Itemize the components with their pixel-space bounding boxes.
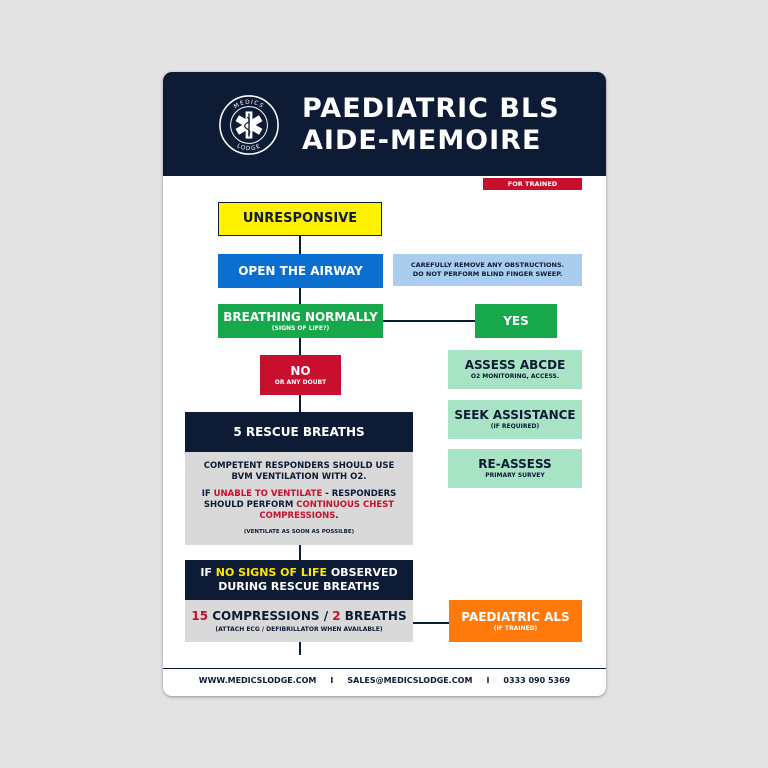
unable-to-ventilate: UNABLE TO VENTILATE	[213, 489, 323, 499]
paediatric-als-box	[449, 600, 582, 642]
assess-abcde-box	[448, 350, 582, 389]
ventilate-note: (VENTILATE AS SOON AS POSSILBE)	[243, 529, 355, 535]
footer-phone: 0333 090 5369	[503, 675, 571, 685]
aide-memoire-card	[163, 72, 606, 696]
header	[163, 72, 606, 176]
logo-top-text: MEDICS	[233, 99, 265, 111]
title-line-2: AIDE-MEMOIRE	[302, 125, 542, 156]
no-signs-of-life-box	[185, 560, 413, 600]
breathing-sub: (SIGNS OF LIFE?)	[271, 324, 330, 332]
unable-prefix: IF	[201, 489, 214, 499]
nosigns-line-2: DURING RESCUE BREATHS	[218, 580, 380, 593]
footer	[163, 670, 606, 690]
assess-label: ASSESS ABCDE	[464, 358, 566, 372]
breathing-label: BREATHING NORMALLY	[223, 309, 378, 324]
competent-line-1: COMPETENT RESPONDERS SHOULD USE	[203, 461, 395, 471]
footer-separator: I	[330, 675, 334, 685]
svg-text:LODGE	[236, 143, 263, 152]
compressions-dot: .	[335, 511, 339, 521]
seek-sub: (IF REQUIRED)	[490, 423, 540, 430]
reassess-sub: PRIMARY SURVEY	[485, 472, 545, 479]
assess-sub: O2 MONITORING, ACCESS.	[470, 373, 560, 380]
footer-divider	[163, 668, 606, 669]
seek-label: SEEK ASSISTANCE	[454, 408, 576, 422]
cpr-breath-count: 2	[332, 608, 341, 623]
connector-als	[413, 622, 449, 624]
footer-email[interactable]: SALES@MEDICSLODGE.COM	[347, 675, 473, 685]
als-label: PAEDIATRIC ALS	[461, 609, 570, 624]
open-airway-box	[218, 254, 383, 288]
reassess-label: RE-ASSESS	[478, 457, 552, 471]
cpr-compressions-text: COMPRESSIONS /	[208, 608, 333, 623]
continuous-chest: CONTINUOUS CHEST	[296, 500, 395, 510]
breathing-normally-box	[218, 304, 383, 338]
cpr-sub: (ATTACH ECG / DEFIBRILLATOR WHEN AVAILABLE)	[215, 625, 383, 633]
svg-text:MEDICS	[233, 100, 265, 111]
als-sub: (IF TRAINED)	[493, 624, 538, 632]
star-of-life-icon	[218, 94, 280, 156]
no-box	[260, 355, 341, 395]
connector-yes	[383, 320, 475, 322]
footer-separator: I	[486, 675, 490, 685]
ventilation-info-panel	[185, 452, 413, 545]
no-label: NO	[290, 363, 311, 378]
logo-bottom-text: LODGE	[235, 143, 263, 153]
reassess-box	[448, 449, 582, 488]
rescue-breaths-box	[185, 412, 413, 452]
nosigns-suffix: OBSERVED	[327, 566, 398, 579]
rescue-label: 5 RESCUE BREATHS	[233, 425, 365, 439]
audience-tag: FOR TRAINED RESPONDERS	[483, 178, 582, 190]
unresponsive-label: UNRESPONSIVE	[242, 211, 358, 226]
obstruction-line-2: DO NOT PERFORM BLIND FINGER SWEEP.	[412, 270, 563, 278]
obstruction-note-box	[393, 254, 582, 286]
cpr-compression-count: 15	[191, 608, 209, 623]
seek-assistance-box	[448, 400, 582, 439]
footer-website[interactable]: WWW.MEDICSLODGE.COM	[198, 675, 317, 685]
no-sub: OR ANY DOUBT	[274, 378, 327, 386]
cpr-ratio-panel	[185, 600, 413, 642]
unresponsive-box	[218, 202, 382, 236]
no-signs-of-life-highlight: NO SIGNS OF LIFE	[215, 566, 327, 579]
unable-suffix: - RESPONDERS	[322, 489, 397, 499]
yes-label: YES	[503, 314, 529, 328]
open-airway-label: OPEN THE AIRWAY	[238, 264, 363, 278]
page-title	[302, 93, 560, 157]
should-perform: SHOULD PERFORM	[203, 500, 297, 510]
cpr-breaths-text: BREATHS	[340, 608, 407, 623]
title-line-1: PAEDIATRIC BLS	[302, 93, 560, 124]
obstruction-line-1: CAREFULLY REMOVE ANY OBSTRUCTIONS.	[410, 261, 565, 269]
competent-line-2: BVM VENTILATION WITH O2.	[231, 472, 367, 482]
compressions-red: COMPRESSIONS	[259, 511, 336, 521]
nosigns-prefix: IF	[200, 566, 216, 579]
yes-box	[475, 304, 557, 338]
